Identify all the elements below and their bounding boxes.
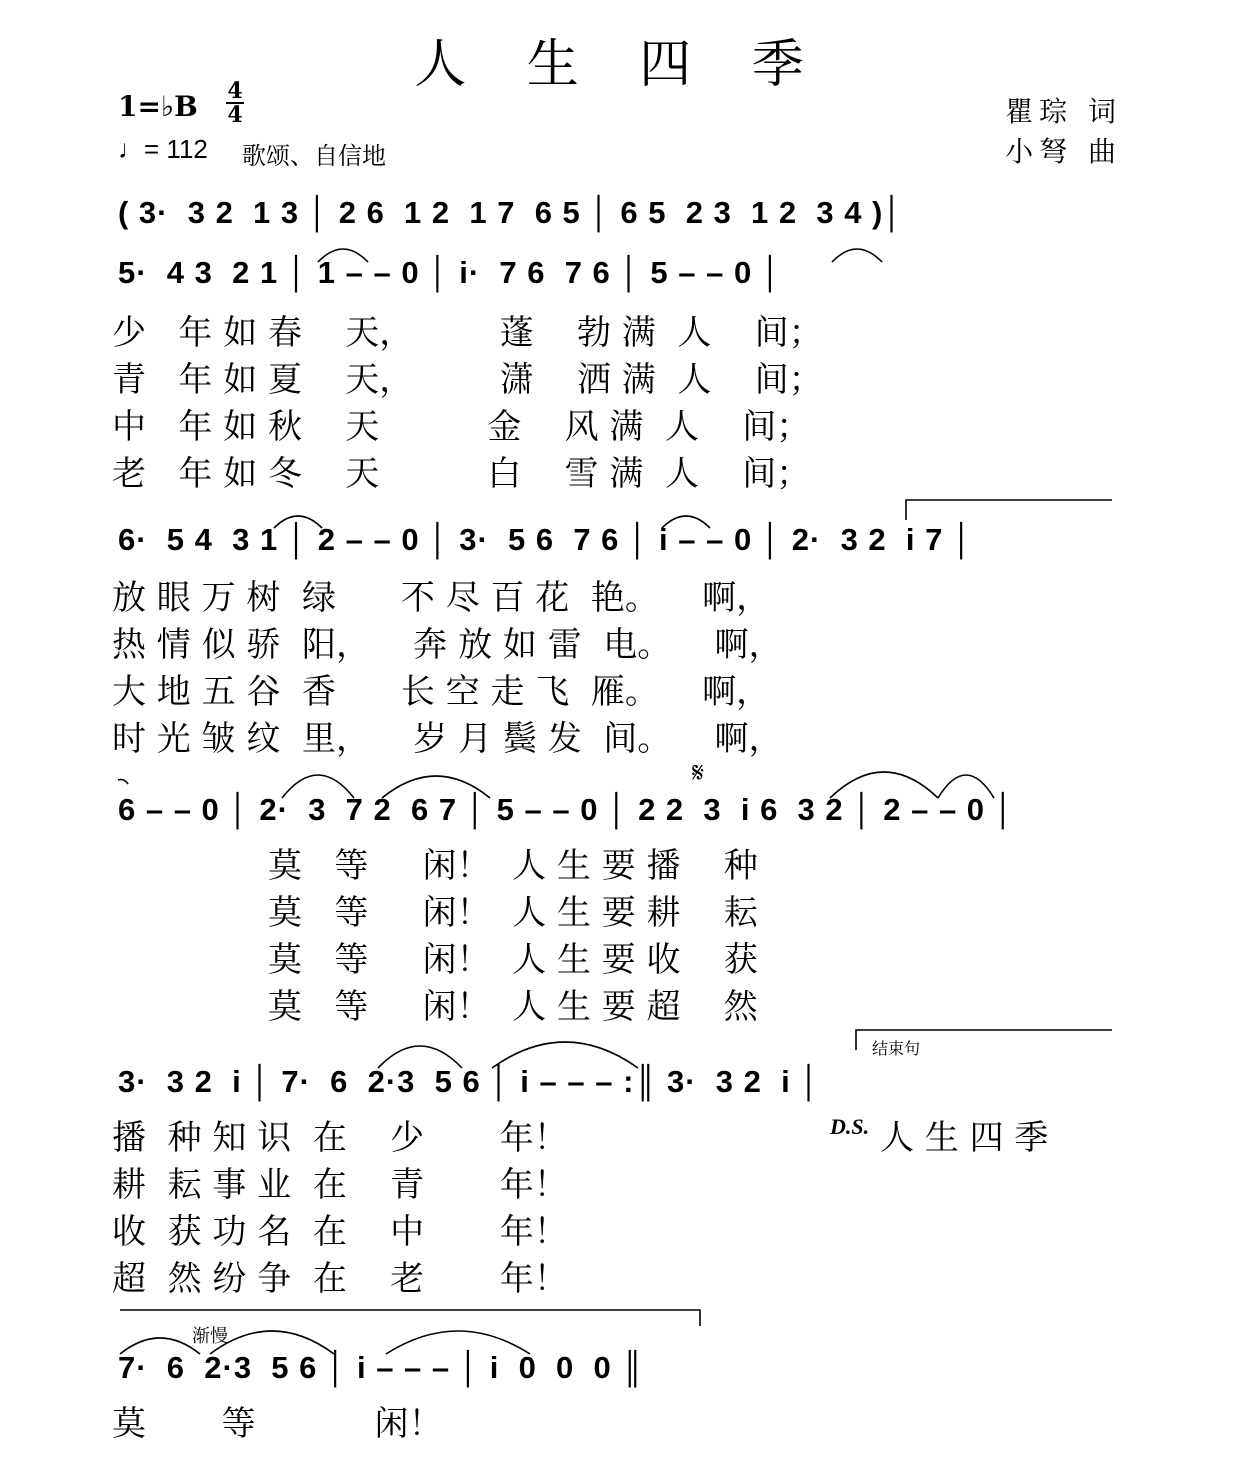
lyric-row-2-verse-1: 放 眼 万 树 绿 不 尽 百 花 艳。 啊， (112, 578, 771, 618)
ds-marking: D.S. (830, 1114, 870, 1139)
notes-row-intro: ( 3· 3 2 1 3 │ 2 6 1 2 1 7 6 5 │ 6 5 2 3 1 2 3 4 )│ (118, 195, 904, 230)
lyric-row-3-verse-4: 莫 等 闲！ 人 生 要 超 然 (268, 987, 758, 1027)
bracket-final (120, 1310, 700, 1326)
slur-6 (382, 776, 490, 798)
ds-lyric: 人 生 四 季 (880, 1118, 1049, 1158)
lyric-row-4-verse-4: 超 然 纷 争 在 老 年！ (112, 1259, 568, 1299)
lyric-row-5-verse-1: 莫 等 闲！ (112, 1404, 443, 1444)
slur-8 (938, 775, 994, 798)
ending-label: 结束句 (872, 1041, 921, 1058)
lyric-row-4-verse-2: 耕 耘 事 业 在 青 年！ (112, 1165, 568, 1205)
tempo-marking: ♩= 112 (118, 134, 208, 164)
notes-row-4: 3· 3 2 i │ 7· 6 2·3 5 6 │ i – – – :║ 3· 3 2 i │ (118, 1064, 821, 1099)
time-sig-top: 4 (227, 78, 243, 104)
slur-4 (662, 516, 710, 528)
composer-credit: 小弩 曲 (1005, 135, 1122, 168)
time-sig-bottom: 4 (227, 102, 243, 128)
notes-row-1: 5· 4 3 2 1 │ 1 – – 0 │ i· 7 6 7 6 │ 5 – – 0 │ (118, 255, 783, 290)
slur-11 (120, 1338, 200, 1354)
tie-in (118, 780, 128, 785)
lyric-row-4-verse-3: 收 获 功 名 在 中 年！ (112, 1212, 568, 1252)
bracket-1 (906, 500, 1112, 520)
expression-marking: 歌颂、自信地 (242, 143, 386, 170)
slur-3 (274, 516, 322, 528)
lyric-row-1-verse-3: 中 年 如 秋 天 金 风 满 人 间； (112, 407, 811, 447)
lyric-row-2-verse-3: 大 地 五 谷 香 长 空 走 飞 雁。 啊， (112, 672, 771, 712)
notes-row-3: 6 – – 0 │ 2· 3 7 2 6 7 │ 5 – – 0 │ 2 2 3 i 6 3 2 │ 2 – – 0 │ (118, 792, 1016, 827)
tempo-change-mark: 渐慢 (192, 1326, 228, 1346)
notes-row-2: 6· 5 4 3 1 │ 2 – – 0 │ 3· 5 6 7 6 │ i – – 0 │ 2· 3 2 i 7 │ (118, 522, 974, 557)
slur-9 (378, 1046, 462, 1068)
song-title: 人 生 四 季 (414, 35, 826, 95)
lyric-row-2-verse-4: 时 光 皱 纹 里， 岁 月 鬓 发 间。 啊， (112, 719, 783, 759)
lyric-row-3-verse-1: 莫 等 闲！ 人 生 要 播 种 (268, 846, 758, 886)
lyric-row-1-verse-1: 少 年 如 春 天， 蓬 勃 满 人 间； (112, 313, 823, 353)
slur-10 (492, 1042, 638, 1068)
segno-sign: 𝄋 (692, 756, 705, 789)
slur-1 (318, 249, 368, 262)
lyric-row-1-verse-2: 青 年 如 夏 天， 潇 洒 满 人 间； (112, 360, 823, 400)
slur-13 (386, 1331, 530, 1354)
key-signature: 1=♭B (118, 90, 198, 123)
slur-5 (282, 775, 354, 798)
slur-12 (210, 1331, 334, 1354)
bracket-ending (856, 1030, 1112, 1050)
lyric-row-2-verse-2: 热 情 似 骄 阳， 奔 放 如 雷 电。 啊， (112, 625, 783, 665)
lyric-row-1-verse-4: 老 年 如 冬 天 白 雪 满 人 间； (112, 454, 811, 494)
lyric-row-4-verse-1: 播 种 知 识 在 少 年！ (112, 1118, 568, 1158)
slur-2 (832, 249, 882, 262)
lyric-row-3-verse-2: 莫 等 闲！ 人 生 要 耕 耘 (268, 893, 758, 933)
lyric-row-3-verse-3: 莫 等 闲！ 人 生 要 收 获 (268, 940, 758, 980)
slur-7 (830, 772, 938, 798)
lyricist-credit: 瞿琮 词 (1005, 95, 1122, 128)
notes-row-5: 7· 6 2·3 5 6 │ i – – – │ i 0 0 0 ║ (118, 1350, 645, 1385)
